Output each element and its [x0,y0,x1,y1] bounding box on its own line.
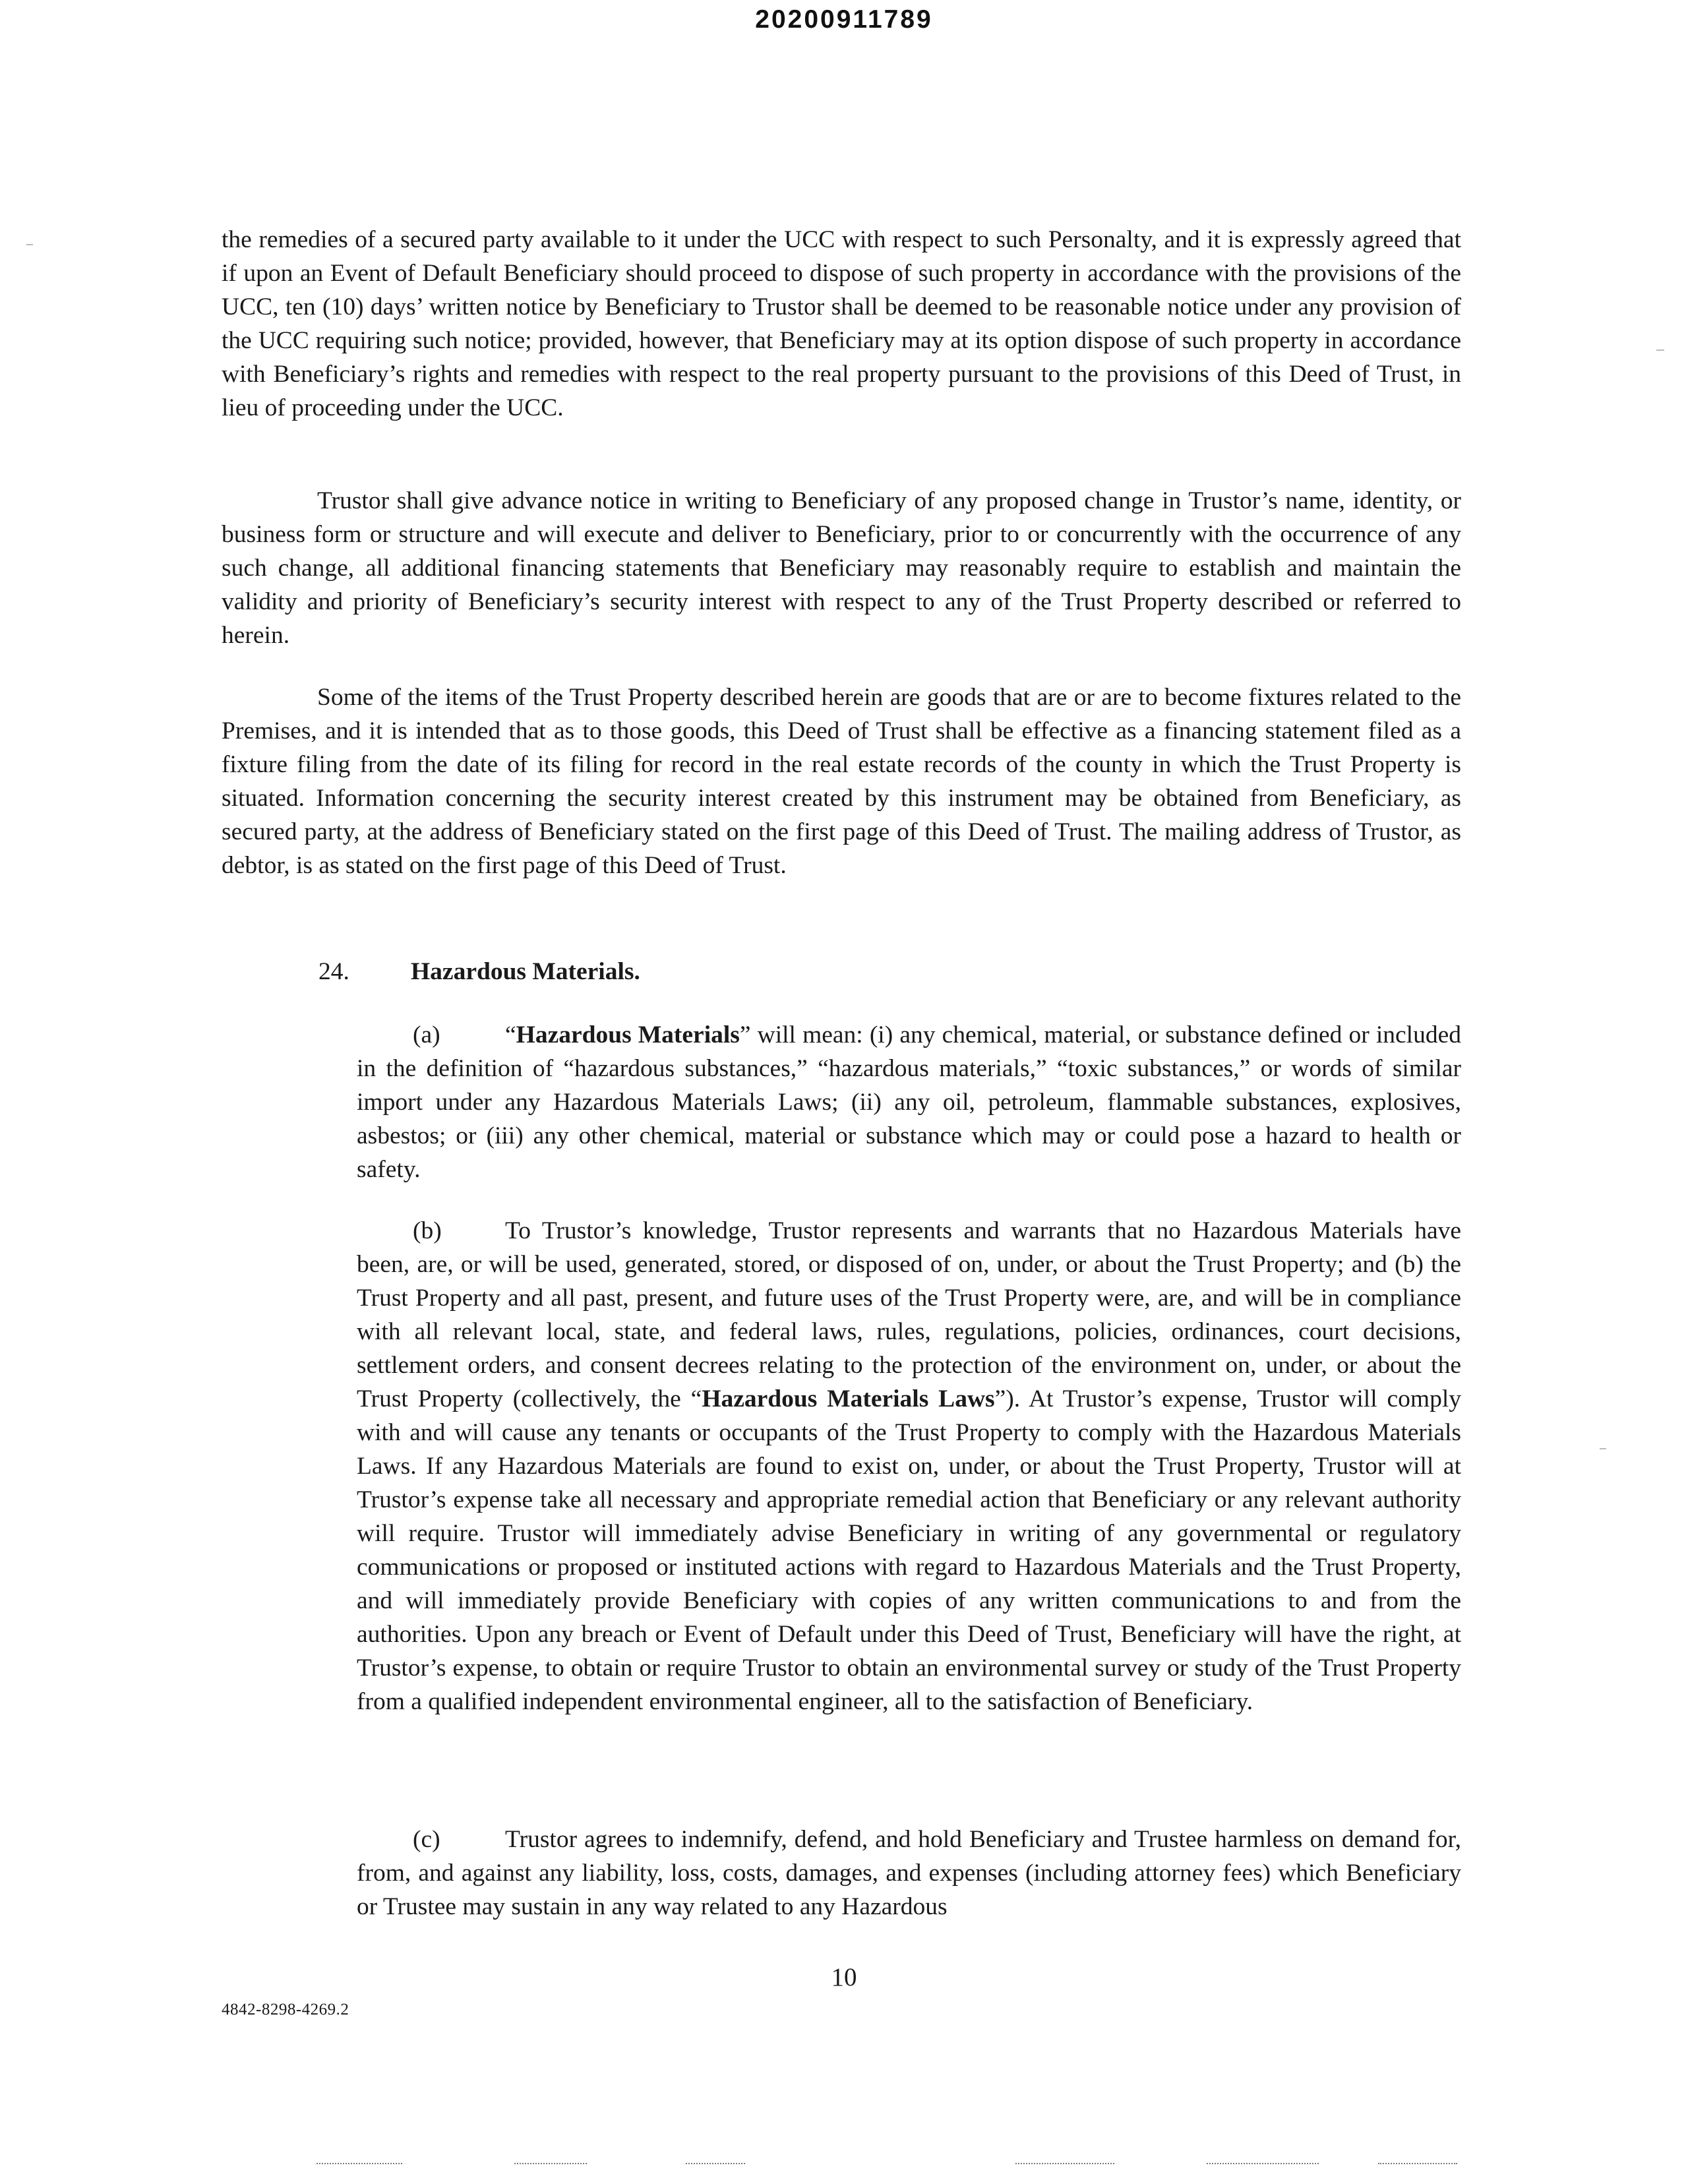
section-title: Hazardous Materials. [411,958,640,985]
paragraph-name-change-notice: Trustor shall give advance notice in writing to Beneficiary of any proposed change in Trustor’s name, identity, or business form or structure and will execute and deliver to Beneficiary, prior to or concurrently with the occurrence of any such change, all additional financing statements that Beneficiary may reasonably require to establish and maintain the validity and priority of Beneficiary’s security interest with respect to any of the Trust Property described or referred to herein. [222,487,1461,649]
paragraph-ucc-remedies: the remedies of a secured party available to it under the UCC with respect to such Personalty, and it is expressly agreed that if upon an Event of Default Beneficiary should proceed to dispose of such property in accordance with the provisions of the UCC, ten (10) days’ written notice by Beneficiary to Trustor shall be deemed to be reasonable notice under any provision of the UCC requiring such notice; provided, however, that Beneficiary may at its option dispose of such property in accordance with Beneficiary’s rights and remedies with respect to the real property pursuant to the provisions of this Deed of Trust, in lieu of proceeding under the UCC. [222,226,1461,421]
subsection-b-text-after: ”). At Trustor’s expense, Trustor will comply with and will cause any tenants or occupants of the Trust Property to comply with the Hazardous Materials Laws. If any Hazardous Materials are found to exist on, under, or about the Trust Property, Trustor will at Trustor’s expense take all necessary and appropriate remedial action that Beneficiary or any relevant authority will require. Trustor will immediately advise Beneficiary in writing of any governmental or regulatory communications or proposed or instituted actions with regard to Hazardous Materials and the Trust Property, and will immediately provide Beneficiary with copies of any written communications to and from the authorities. Upon any breach or Event of Default under this Deed of Trust, Beneficiary will have the right, at Trustor’s expense, to obtain or require Trustor to obtain an environmental survey or study of the Trust Property from a qualified independent environmental engineer, all to the satisfaction of Beneficiary. [357,1385,1461,1715]
recording-number: 20200911789 [755,5,933,34]
scan-margin-mark [1656,349,1664,351]
scan-margin-mark [1600,1448,1606,1449]
section-number: 24. [318,958,349,985]
subsection-b-text-before: To Trustor’s knowledge, Trustor represents and warrants that no Hazardous Materials have been, are, or will be used, generated, stored, or disposed of on, under, or about the Trust Property; and (b) the Trust Property and all past, present, and future uses of the Trust Property were, are, and will be in compliance with all relevant local, state, and federal laws, rules, regulations, policies, ordinances, court decisions, settlement orders, and consent decrees relating to the protection of the environment on, under, or about the Trust Property (collectively, the “ [357,1217,1461,1412]
section-heading [318,955,640,988]
defined-term-hazardous-materials-laws: Hazardous Materials Laws [702,1385,995,1412]
paragraph-fixture-filing: Some of the items of the Trust Property described herein are goods that are or are to become fixtures related to the Premises, and it is intended that as to those goods, this Deed of Trust shall be effective as a financing statement filed as a fixture filing from the date of its filing for record in the real estate records of the county in which the Trust Property is situated. Information concerning the security interest created by this instrument may be obtained from Beneficiary, as secured party, at the address of Beneficiary stated on the first page of this Deed of Trust. The mailing address of Trustor, as debtor, is as stated on the first page of this Deed of Trust. [222,684,1461,879]
subsection-a-text: ” will mean: (i) any chemical, material, or substance defined or included in the definition of “hazardous substances,” “hazardous materials,” “toxic substances,” or words of similar import under any Hazardous Materials Laws; (ii) any oil, petroleum, flammable substances, explosives, asbestos; or (iii) any other chemical, material or substance which may or could pose a hazard to health or safety. [357,1021,1461,1183]
subsection-c [357,1823,1461,1924]
page-number: 10 [831,1963,857,1991]
subsection-b [357,1214,1461,1718]
subsection-a-label: (a) [413,1021,440,1048]
subsection-a-open-quote: “ [505,1021,516,1048]
subsection-a [357,1018,1461,1186]
subsection-b-label: (b) [413,1217,442,1244]
subsection-c-text: Trustor agrees to indemnify, defend, and hold Beneficiary and Trustee harmless on demand for, from, and against any liability, loss, costs, damages, and expenses (including attorney fees) which Beneficiary or Trustee may sustain in any way related to any Hazardous [357,1826,1461,1920]
document-id: 4842-8298-4269.2 [222,2001,349,2018]
scan-artifact-marks [316,2163,1470,2167]
defined-term-hazardous-materials: Hazardous Materials [516,1021,740,1048]
subsection-c-label: (c) [413,1826,440,1853]
scan-margin-mark [26,244,33,245]
